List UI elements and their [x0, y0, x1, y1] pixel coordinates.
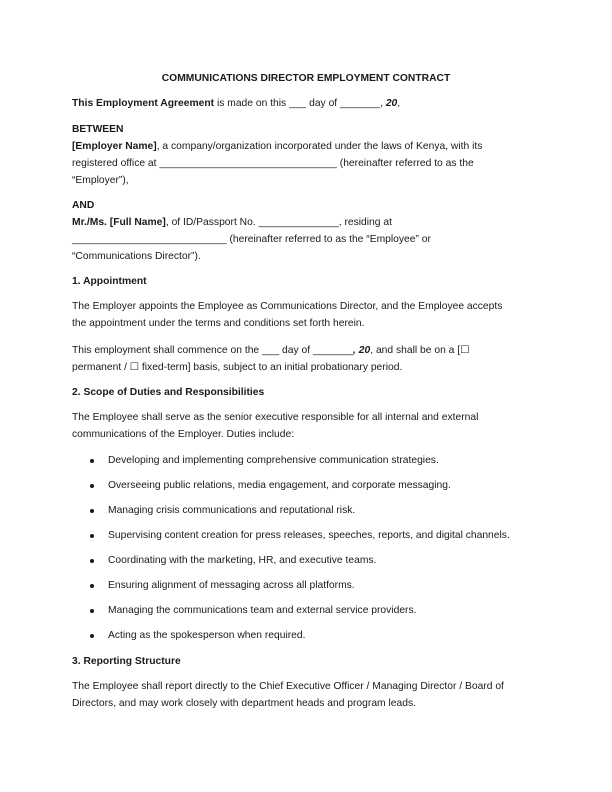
s3-p1-line-2: Directors, and may work closely with department heads and program leads. — [72, 698, 416, 709]
bullet-icon — [90, 584, 94, 588]
between-heading: BETWEEN — [72, 124, 124, 135]
s1-p2-text-a: This employment shall commence on the ___ day of _______ — [72, 345, 354, 356]
employer-name: [Employer Name] — [72, 141, 157, 152]
employee-line-3: “Communications Director”). — [72, 251, 201, 262]
s1-p1-line-1: The Employer appoints the Employee as Communications Director, and the Employee accepts — [72, 301, 503, 312]
intro-bold: This Employment Agreement — [72, 98, 215, 109]
employer-line-2: registered office at _______________________________ (hereinafter referred to as the — [72, 158, 474, 169]
section-3-heading: 3. Reporting Structure — [72, 656, 181, 667]
duty-item: Managing crisis communications and reputational risk. — [108, 505, 356, 516]
bullet-icon — [90, 609, 94, 613]
bullet-icon — [90, 534, 94, 538]
duty-item: Ensuring alignment of messaging across all platforms. — [108, 580, 355, 591]
s1-p1-line-2: the appointment under the terms and conditions set forth herein. — [72, 318, 365, 329]
bullet-icon — [90, 634, 94, 638]
s3-p1-line-1: The Employee shall report directly to the Chief Executive Officer / Managing Director / Board of — [72, 681, 504, 692]
s2-p1-line-2: communications of the Employer. Duties include: — [72, 429, 295, 440]
and-heading: AND — [72, 200, 95, 211]
employee-name: Mr./Ms. [Full Name] — [72, 217, 166, 228]
s2-p1-line-1: The Employee shall serve as the senior executive responsible for all internal and external — [72, 412, 479, 423]
s1-p2-text-b: , and shall be on a [☐ — [370, 345, 470, 356]
s1-p2-year: , 20 — [353, 345, 371, 356]
document-title: COMMUNICATIONS DIRECTOR EMPLOYMENT CONTRACT — [161, 73, 451, 84]
employer-line-3: “Employer”), — [72, 175, 129, 186]
employee-line-1-text: , of ID/Passport No. ______________, residing at — [165, 217, 392, 228]
duty-item: Managing the communications team and external service providers. — [108, 605, 417, 616]
employer-line-1-text: , a company/organization incorporated under the laws of Kenya, with its — [156, 141, 483, 152]
bullet-icon — [90, 509, 94, 513]
duty-item: Overseeing public relations, media engagement, and corporate messaging. — [108, 480, 451, 491]
duty-item: Acting as the spokesperson when required. — [108, 630, 306, 641]
s1-p2-line-2: permanent / ☐ fixed-term] basis, subject to an initial probationary period. — [72, 362, 403, 373]
bullet-icon — [90, 484, 94, 488]
bullet-icon — [90, 459, 94, 463]
duty-item: Coordinating with the marketing, HR, and executive teams. — [108, 555, 377, 566]
s1-p2-line-1 — [72, 344, 469, 357]
employee-line-2: ___________________________ (hereinafter referred to as the “Employee” or — [72, 234, 431, 245]
intro-year: 20 — [382, 98, 398, 109]
employee-line-1 — [72, 216, 392, 229]
bullet-icon — [90, 559, 94, 563]
duty-item: Supervising content creation for press releases, speeches, reports, and digital channels. — [108, 530, 510, 541]
section-1-heading: 1. Appointment — [72, 276, 147, 287]
intro-text: is made on this ___ day of _______, — [214, 98, 383, 109]
employer-line-1 — [72, 140, 482, 153]
section-2-heading: 2. Scope of Duties and Responsibilities — [72, 387, 265, 398]
intro-paragraph — [72, 97, 400, 110]
duty-item: Developing and implementing comprehensive communication strategies. — [108, 455, 439, 466]
intro-end: , — [397, 98, 401, 109]
